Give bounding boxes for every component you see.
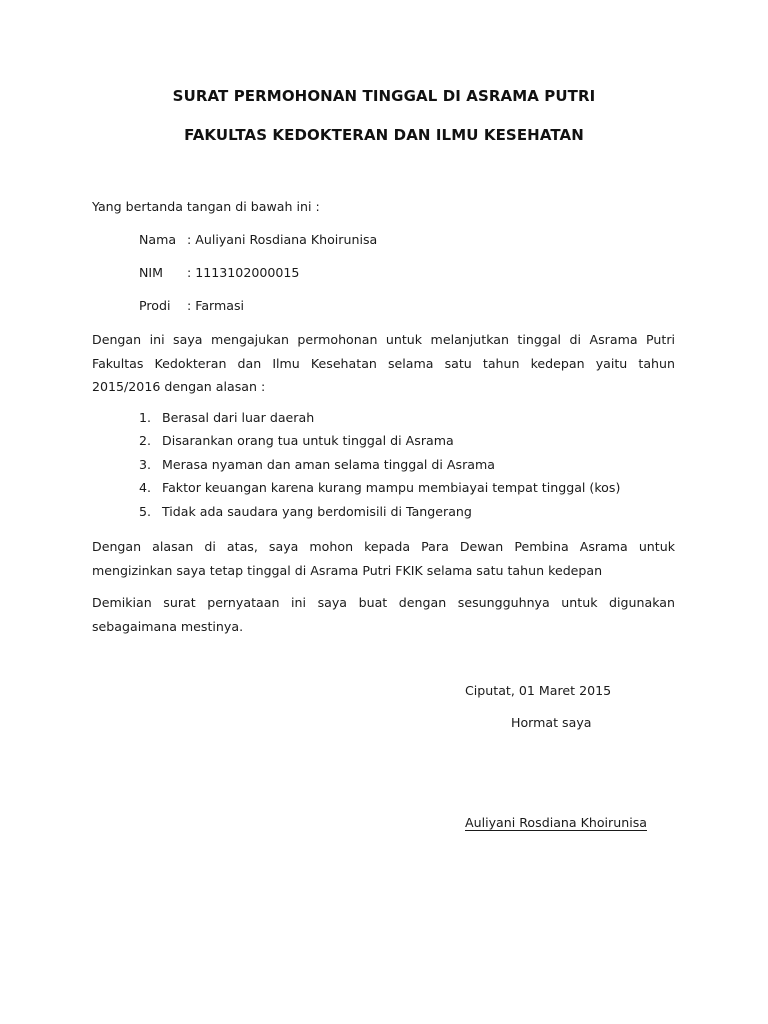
closing-paragraph: Demikian surat pernyataan ini saya buat dengan sesungguhnya untuk digunakan sebagaimana mestinya. bbox=[92, 595, 675, 634]
list-item bbox=[139, 456, 620, 479]
letter-title: SURAT PERMOHONAN TINGGAL DI ASRAMA PUTRI bbox=[172, 87, 596, 105]
nim-value: : 1113102000015 bbox=[187, 265, 300, 280]
list-item bbox=[139, 409, 620, 432]
identity-nim-row bbox=[139, 264, 299, 282]
list-item-number: 2. bbox=[139, 433, 152, 449]
list-item-number: 1. bbox=[139, 410, 152, 425]
intro-text: Yang bertanda tangan di bawah ini : bbox=[92, 199, 320, 214]
signer-name: Auliyani Rosdiana Khoirunisa bbox=[465, 815, 647, 830]
list-item-text: Berasal dari luar daerah bbox=[162, 410, 315, 425]
prodi-value: : Farmasi bbox=[187, 298, 245, 313]
identity-prodi-row bbox=[139, 297, 244, 315]
request-paragraph: Dengan ini saya mengajukan permohonan untuk melanjutkan tinggal di Asrama Putri Fakultas Kedokteran dan Ilmu Kesehatan selama satu tahun kedepan yaitu tahun 2015/2016 dengan alasan : bbox=[92, 332, 675, 394]
list-item bbox=[139, 432, 620, 455]
name-label: Nama bbox=[139, 232, 177, 247]
list-item-text: Tidak ada saudara yang berdomisili di Tangerang bbox=[162, 503, 472, 519]
list-item-text: Disarankan orang tua untuk tinggal di Asrama bbox=[162, 433, 454, 449]
petition-paragraph: Dengan alasan di atas, saya mohon kepada Para Dewan Pembina Asrama untuk mengizinkan saya tetap tinggal di Asrama Putri FKIK selama satu tahun kedepan bbox=[92, 539, 675, 578]
place-date: Ciputat, 01 Maret 2015 bbox=[465, 683, 612, 698]
nim-label: NIM bbox=[139, 265, 164, 280]
list-item-number: 3. bbox=[139, 456, 152, 472]
regards-text: Hormat saya bbox=[511, 715, 592, 730]
name-value: : Auliyani Rosdiana Khoirunisa bbox=[187, 232, 378, 247]
list-item-number: 5. bbox=[139, 503, 152, 519]
letter-subtitle: FAKULTAS KEDOKTERAN DAN ILMU KESEHATAN bbox=[184, 126, 584, 144]
identity-name-row bbox=[139, 231, 377, 249]
reasons-list bbox=[139, 409, 620, 526]
list-item-number: 4. bbox=[139, 480, 152, 496]
prodi-label: Prodi bbox=[139, 298, 171, 313]
list-item bbox=[139, 479, 620, 502]
list-item-text: Merasa nyaman dan aman selama tinggal di Asrama bbox=[162, 456, 495, 472]
list-item-text: Faktor keuangan karena kurang mampu membiayai tempat tinggal (kos) bbox=[162, 480, 621, 496]
list-item bbox=[139, 503, 620, 526]
